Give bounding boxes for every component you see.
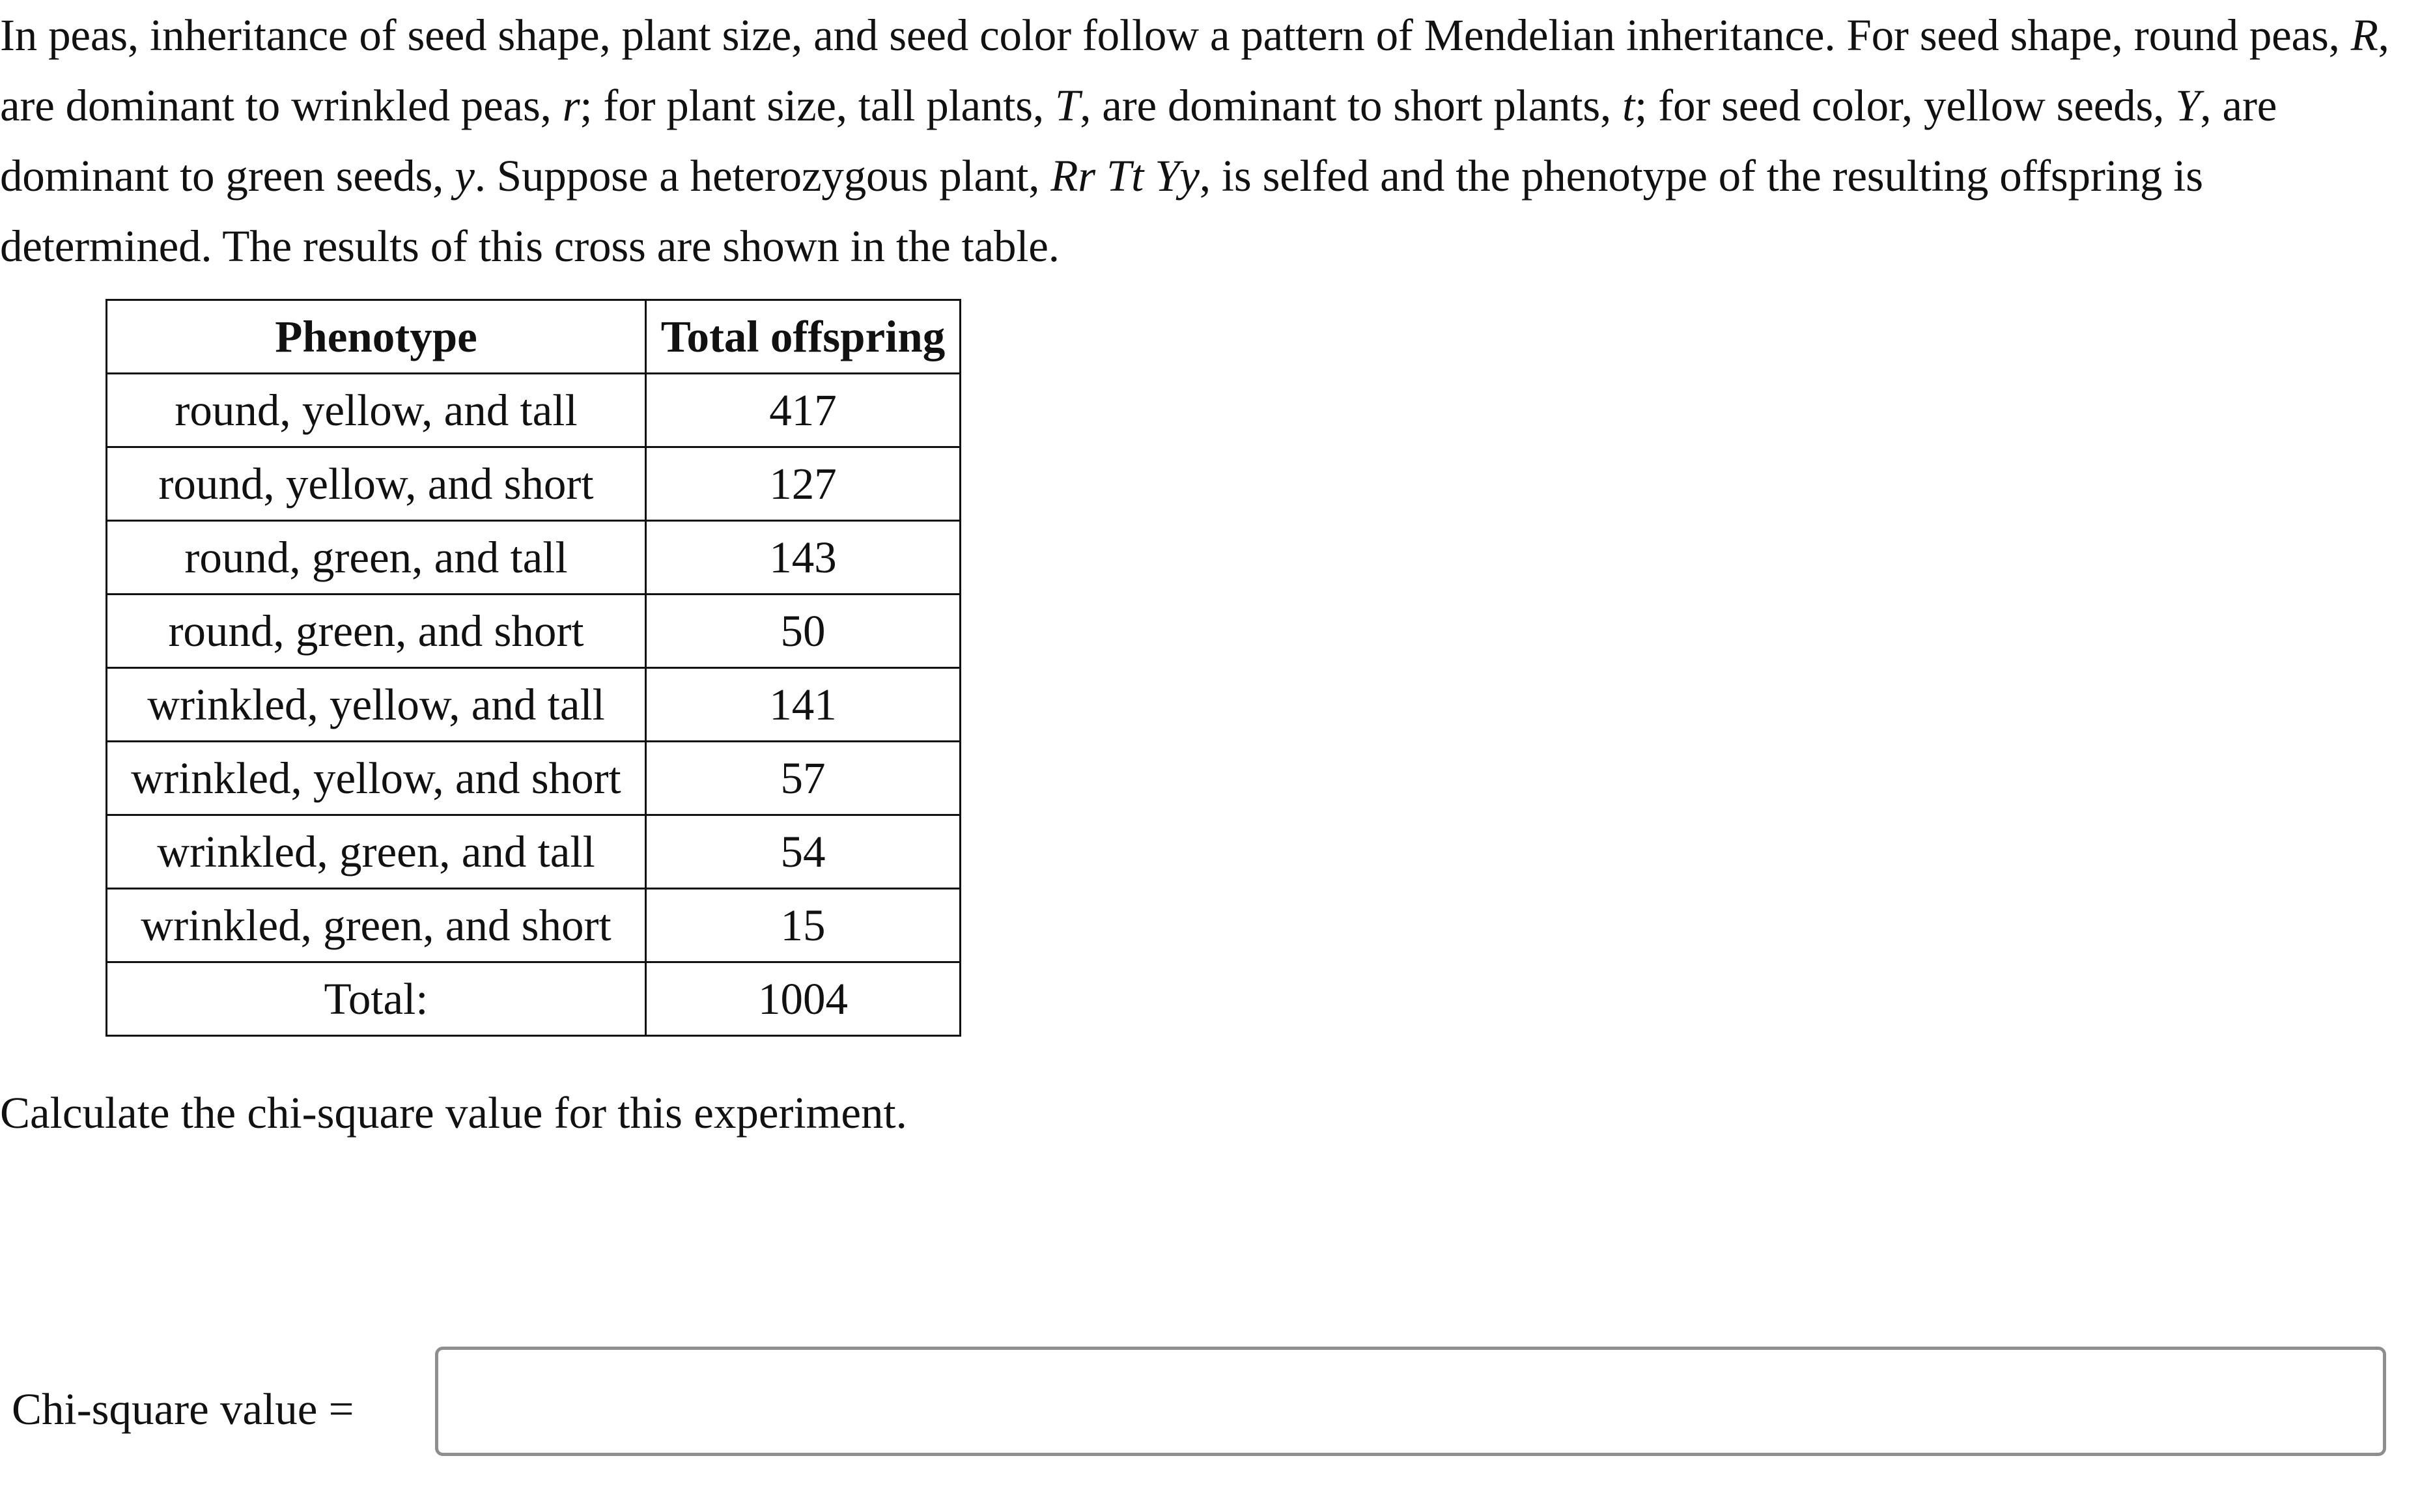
table-row [107, 447, 961, 521]
phenotype-cell: wrinkled, yellow, and tall [107, 668, 646, 742]
question-text-part: , are dominant to wrinkled peas, [0, 10, 2389, 130]
table-row [107, 521, 961, 595]
table-row [107, 374, 961, 447]
table-row [107, 742, 961, 815]
phenotype-cell: round, green, and short [107, 595, 646, 668]
table-header-row [107, 300, 961, 374]
question-text-part: , are dominant to green seeds, [0, 81, 2277, 201]
question-text-part: ; for plant size, tall plants, [580, 81, 1055, 130]
genotype-symbol: Rr Tt Yy [1050, 151, 1200, 201]
total-offspring-column-header: Total offspring [646, 300, 961, 374]
allele-symbol: r [562, 81, 580, 130]
table-total-row [107, 962, 961, 1036]
table-row [107, 595, 961, 668]
question-text-part: . Suppose a heterozygous plant, [474, 151, 1051, 201]
offspring-count-cell: 143 [646, 521, 961, 595]
phenotype-cell: wrinkled, green, and short [107, 889, 646, 962]
phenotype-cell: round, yellow, and tall [107, 374, 646, 447]
offspring-count-cell: 15 [646, 889, 961, 962]
allele-symbol: t [1622, 81, 1635, 130]
offspring-count-cell: 141 [646, 668, 961, 742]
question-prompt: Calculate the chi-square value for this experiment. [0, 1088, 907, 1138]
phenotype-cell: wrinkled, yellow, and short [107, 742, 646, 815]
question-text-part: , is selfed and the phenotype of the resulting offspring is determined. The results of this cross are shown in the table. [0, 151, 2203, 271]
allele-symbol: Y [2175, 81, 2201, 130]
allele-symbol: T [1055, 81, 1080, 130]
phenotype-cell: round, green, and tall [107, 521, 646, 595]
chi-square-input[interactable] [435, 1347, 2386, 1456]
table-row [107, 889, 961, 962]
offspring-count-cell: 57 [646, 742, 961, 815]
question-text-part: In peas, inheritance of seed shape, plant size, and seed color follow a pattern of Mendelian inheritance. For seed shape, round peas, [0, 10, 2351, 60]
total-label-cell: Total: [107, 962, 646, 1036]
allele-symbol: y [455, 151, 475, 201]
question-text [0, 0, 2410, 281]
offspring-count-cell: 127 [646, 447, 961, 521]
phenotype-column-header: Phenotype [107, 300, 646, 374]
table-row [107, 815, 961, 889]
question-text-part: , are dominant to short plants, [1080, 81, 1623, 130]
allele-symbol: R [2350, 10, 2378, 60]
offspring-count-cell: 54 [646, 815, 961, 889]
offspring-table [106, 299, 961, 1037]
table-row [107, 668, 961, 742]
offspring-count-cell: 50 [646, 595, 961, 668]
question-text-part: ; for seed color, yellow seeds, [1635, 81, 2176, 130]
chi-square-label: Chi-square value = [12, 1384, 354, 1434]
phenotype-cell: round, yellow, and short [107, 447, 646, 521]
total-count-cell: 1004 [646, 962, 961, 1036]
offspring-count-cell: 417 [646, 374, 961, 447]
phenotype-cell: wrinkled, green, and tall [107, 815, 646, 889]
